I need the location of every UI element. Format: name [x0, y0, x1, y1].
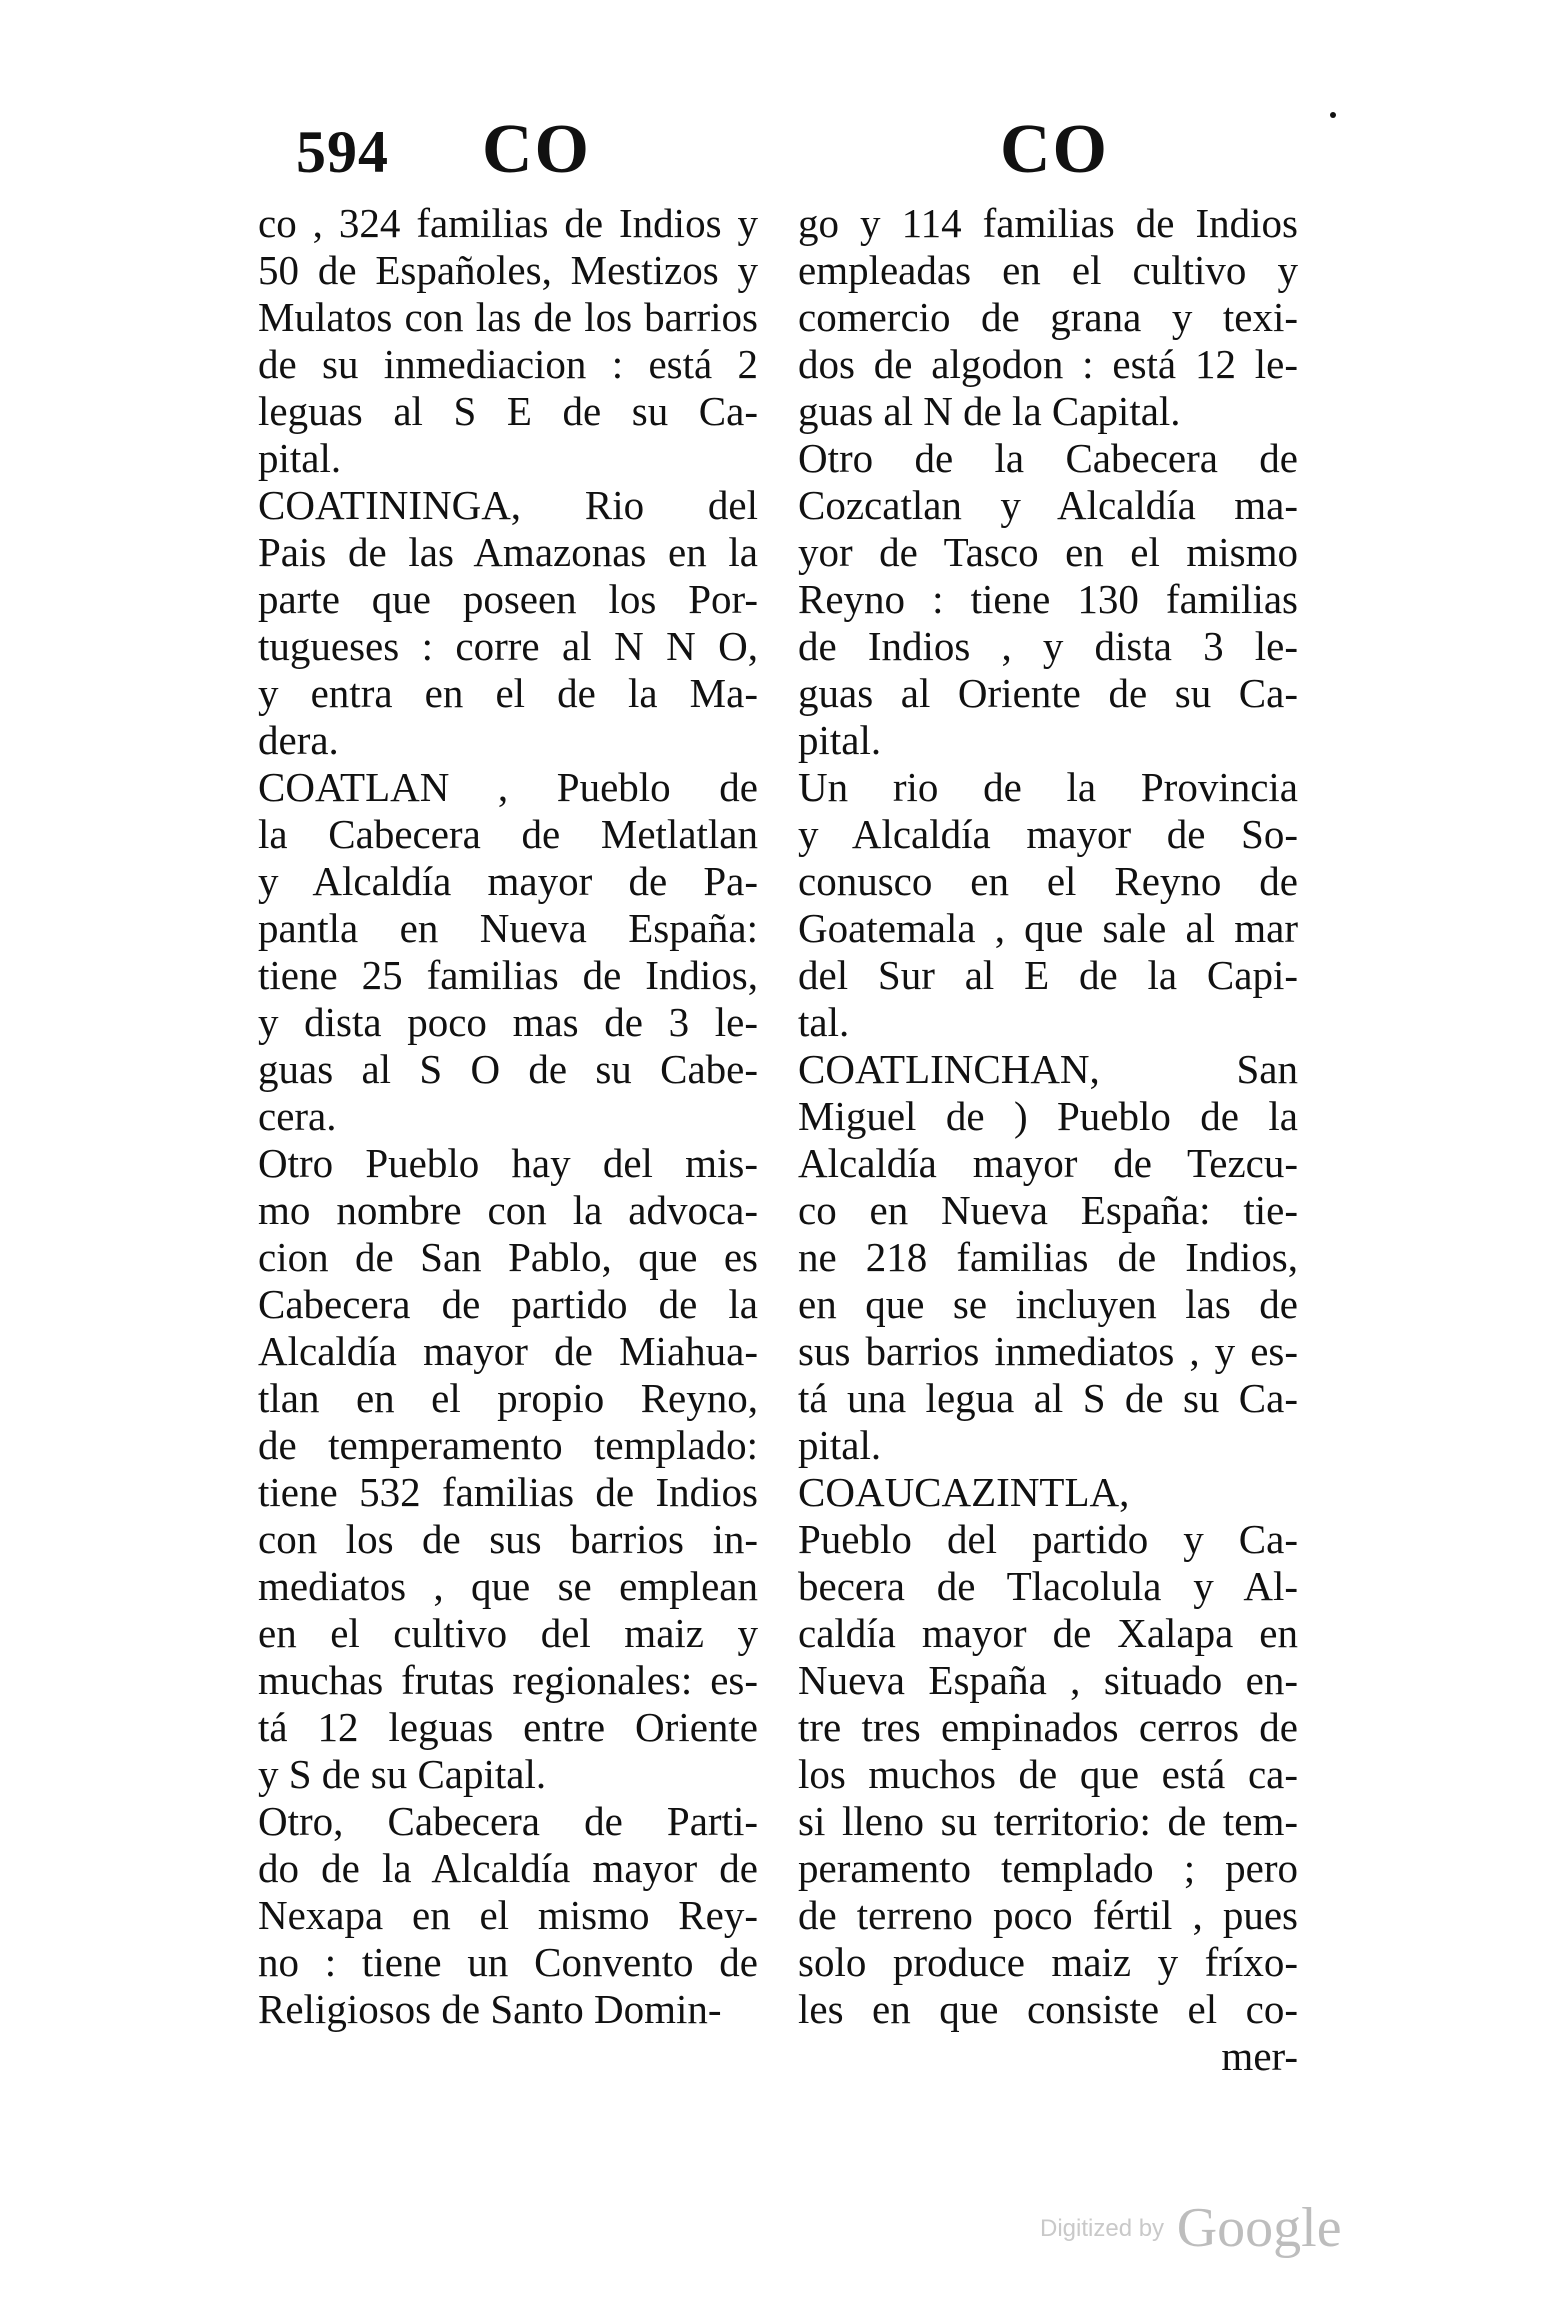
text-line: los muchos de que está ca-	[798, 1751, 1298, 1797]
text-line: cera.	[258, 1093, 337, 1139]
text-line: tá 12 leguas entre Oriente	[258, 1704, 758, 1750]
text-line: Otro de la Cabecera de	[798, 435, 1298, 481]
text-line: les en que consiste el co-	[798, 1986, 1298, 2032]
text-line: do de la Alcaldía mayor de	[258, 1845, 758, 1891]
text-line: muchas frutas regionales: es-	[258, 1657, 758, 1703]
text-line: COATININGA, Rio del	[258, 482, 758, 528]
running-head-left: CO	[482, 111, 591, 188]
right-column	[798, 200, 1298, 2080]
digitized-watermark	[1040, 2196, 1342, 2260]
text-line: 50 de Españoles, Mestizos y	[258, 247, 758, 293]
text-line: mer-	[1221, 2033, 1298, 2079]
text-line: caldía mayor de Xalapa en	[798, 1610, 1298, 1656]
text-line: Alcaldía mayor de Tezcu-	[798, 1140, 1298, 1186]
text-line: COATLAN , Pueblo de	[258, 764, 758, 810]
text-line: COATLINCHAN, San	[798, 1046, 1298, 1092]
text-line: Religiosos de Santo Domin-	[258, 1986, 722, 2032]
text-line: de temperamento templado:	[258, 1422, 758, 1468]
text-line: y Alcaldía mayor de Pa-	[258, 858, 758, 904]
text-line: Miguel de ) Pueblo de la	[798, 1093, 1298, 1139]
text-line: Alcaldía mayor de Miahua-	[258, 1328, 758, 1374]
text-line: co en Nueva España: tie-	[798, 1187, 1298, 1233]
text-line: y dista poco mas de 3 le-	[258, 999, 758, 1045]
text-line: del Sur al E de la Capi-	[798, 952, 1298, 998]
text-line: dera.	[258, 717, 339, 763]
text-line: leguas al S E de su Ca-	[258, 388, 758, 434]
speck-mark	[1330, 112, 1336, 118]
text-line: de su inmediacion : está 2	[258, 341, 758, 387]
text-line: cion de San Pablo, que es	[258, 1234, 758, 1280]
text-line: y entra en el de la Ma-	[258, 670, 758, 716]
text-line: tá una legua al S de su Ca-	[798, 1375, 1298, 1421]
text-line: tugueses : corre al N N O,	[258, 623, 758, 669]
text-line: conusco en el Reyno de	[798, 858, 1298, 904]
text-line: yor de Tasco en el mismo	[798, 529, 1298, 575]
text-line: en que se incluyen las de	[798, 1281, 1298, 1327]
google-logo-text: Google	[1176, 2197, 1342, 2259]
text-line: Nueva España , situado en-	[798, 1657, 1298, 1703]
left-column	[258, 200, 758, 2033]
text-line: peramento templado ; pero	[798, 1845, 1298, 1891]
text-line: si lleno su territorio: de tem-	[798, 1798, 1298, 1844]
text-line: pantla en Nueva España:	[258, 905, 758, 951]
text-line: tal.	[798, 999, 850, 1045]
text-line: tiene 532 familias de Indios	[258, 1469, 758, 1515]
text-line: tre tres empinados cerros de	[798, 1704, 1298, 1750]
text-line: tiene 25 familias de Indios,	[258, 952, 758, 998]
text-line: con los de sus barrios in-	[258, 1516, 758, 1562]
text-line: Nexapa en el mismo Rey-	[258, 1892, 758, 1938]
text-line: becera de Tlacolula y Al-	[798, 1563, 1298, 1609]
text-line: de Indios , y dista 3 le-	[798, 623, 1298, 669]
text-line: Goatemala , que sale al mar	[798, 905, 1298, 951]
text-line: solo produce maiz y fríxo-	[798, 1939, 1298, 1985]
running-head-right: CO	[1000, 111, 1109, 188]
text-line: Un rio de la Provincia	[798, 764, 1298, 810]
text-line: Cozcatlan y Alcaldía ma-	[798, 482, 1298, 528]
text-line: la Cabecera de Metlatlan	[258, 811, 758, 857]
text-line: sus barrios inmediatos , y es-	[798, 1328, 1298, 1374]
text-line: pital.	[258, 435, 342, 481]
text-line: dos de algodon : está 12 le-	[798, 341, 1298, 387]
text-line: empleadas en el cultivo y	[798, 247, 1298, 293]
text-line: parte que poseen los Por-	[258, 576, 758, 622]
text-line: guas al N de la Capital.	[798, 388, 1181, 434]
text-line: no : tiene un Convento de	[258, 1939, 758, 1985]
text-line: COAUCAZINTLA,	[798, 1469, 1130, 1515]
text-line: de terreno poco fértil , pues	[798, 1892, 1298, 1938]
text-line: Mulatos con las de los barrios	[258, 294, 758, 340]
text-line: comercio de grana y texi-	[798, 294, 1298, 340]
text-line: y S de su Capital.	[258, 1751, 547, 1797]
text-line: en el cultivo del maiz y	[258, 1610, 758, 1656]
text-line: guas al S O de su Cabe-	[258, 1046, 758, 1092]
text-line: Otro, Cabecera de Parti-	[258, 1798, 758, 1844]
text-line: go y 114 familias de Indios	[798, 200, 1298, 246]
text-line: Pueblo del partido y Ca-	[798, 1516, 1298, 1562]
text-line: mo nombre con la advoca-	[258, 1187, 758, 1233]
text-line: Reyno : tiene 130 familias	[798, 576, 1298, 622]
text-line: guas al Oriente de su Ca-	[798, 670, 1298, 716]
text-line: ne 218 familias de Indios,	[798, 1234, 1298, 1280]
text-line: co , 324 familias de Indios y	[258, 200, 758, 246]
text-line: tlan en el propio Reyno,	[258, 1375, 758, 1421]
text-line: Cabecera de partido de la	[258, 1281, 758, 1327]
text-line: pital.	[798, 717, 882, 763]
text-line: y Alcaldía mayor de So-	[798, 811, 1298, 857]
page-number: 594	[296, 119, 389, 185]
text-line: pital.	[798, 1422, 882, 1468]
text-line: mediatos , que se emplean	[258, 1563, 758, 1609]
digitized-by-text: Digitized by	[1040, 2215, 1165, 2242]
text-line: Otro Pueblo hay del mis-	[258, 1140, 758, 1186]
text-line: Pais de las Amazonas en la	[258, 529, 758, 575]
